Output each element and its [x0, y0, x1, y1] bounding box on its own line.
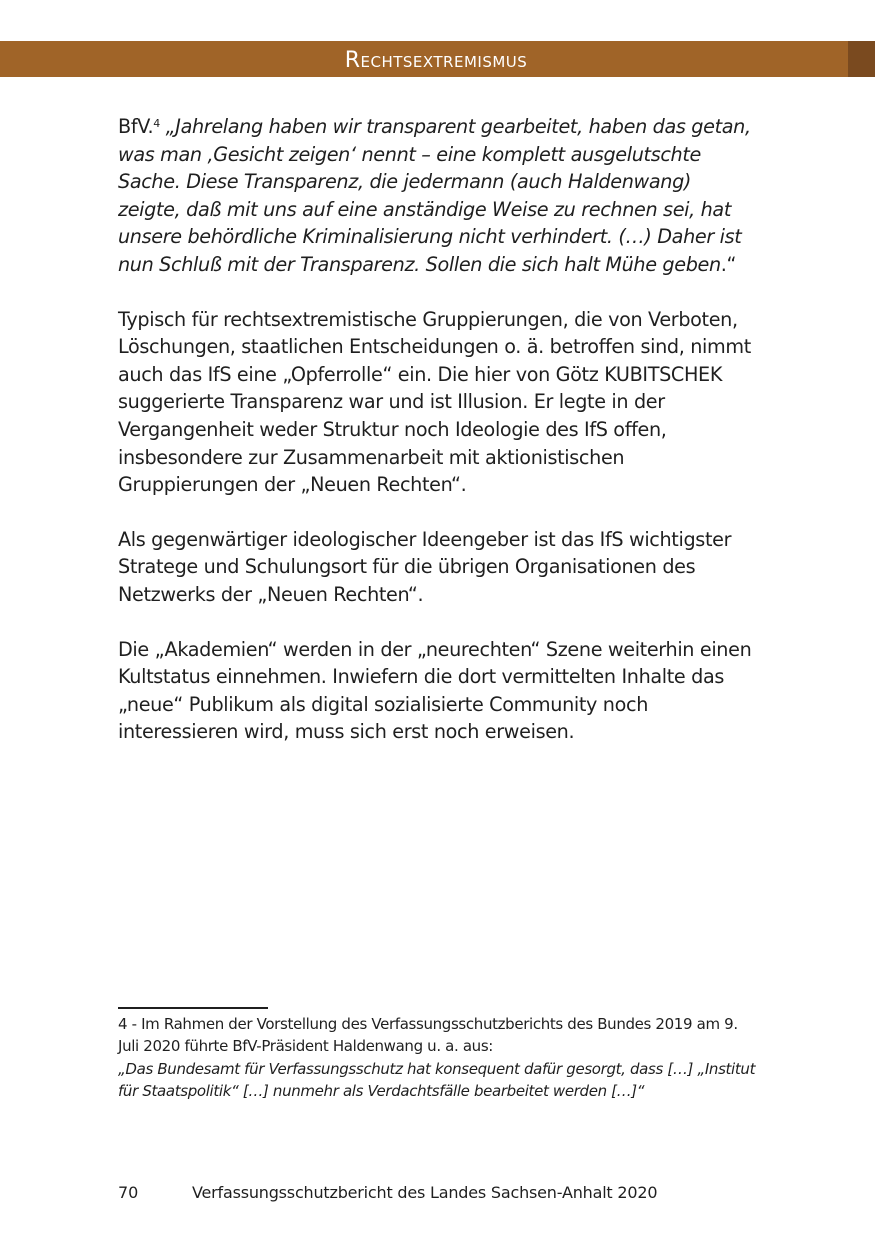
kubitschek-quote: „Jahrelang haben wir transparent gearbeitet, haben das getan, was man ‚Gesicht zeigen‘ nennt – eine komplett ausgelutschte Sache. Diese Transparenz, die jedermann (auch Haldenwang) zeigte, daß mit uns auf eine anständige Weise zu rechnen sei, hat unsere behördliche Kriminalisierung nicht verhindert. (…) Daher ist nun Schluß mit der Transparenz. Sollen die sich halt Mühe geben: [118, 115, 751, 276]
footnote-quote: „Das Bundesamt für Verfassungsschutz hat konsequent dafür gesorgt, dass […] „Institut für Staatspolitik“ […] nunmehr als Verdachtsfälle bearbeitet werden […]“: [118, 1059, 756, 1100]
running-footer: Verfassungsschutzbericht des Landes Sachsen-Anhalt 2020: [192, 1183, 658, 1202]
main-content: [118, 113, 758, 773]
paragraph-akademien: Die „Akademien“ werden in der „neurechten“ Szene weiterhin einen Kultstatus einnehmen. Inwiefern die dort vermittelten Inhalte das „neue“ Publikum als digital sozialisierte Community noch interessieren wird, muss sich erst noch erweisen.: [118, 637, 752, 744]
quote-tail: .“: [720, 252, 737, 276]
footnote: [118, 1013, 758, 1102]
paragraph-quote: [118, 113, 758, 279]
paragraph-opferrolle: Typisch für rechtsextremistische Gruppierungen, die von Verboten, Löschungen, staatlichen Entscheidungen o. ä. betroffen sind, nimmt auch das IfS eine „Opferrolle“ ein. Die hier von Götz KUBITSCHEK suggerierte Transparenz war und ist Illusion. Er legte in der Vergangenheit weder Struktur noch Ideologie des IfS offen, insbesondere zur Zusammenarbeit mit aktionistischen Gruppierungen der „Neuen Rechten“.: [118, 307, 751, 497]
paragraph-ideengeber: Als gegenwärtiger ideologischer Ideengeber ist das IfS wichtigster Stratege und Schulungsort für die übrigen Organisationen des Netzwerks der „Neuen Rechten“.: [118, 527, 732, 606]
footnote-reference[interactable]: 4: [153, 117, 160, 130]
page-number: 70: [118, 1183, 139, 1202]
footnote-divider: [118, 1007, 268, 1009]
section-title: Rechtsextremismus: [344, 48, 528, 73]
paragraph-lead: BfV.: [118, 115, 154, 138]
footnote-text: 4 - Im Rahmen der Vorstellung des Verfassungsschutzberichts des Bundes 2019 am 9. Juli 2020 führte BfV-Präsident Haldenwang u. a. aus:: [118, 1015, 738, 1056]
